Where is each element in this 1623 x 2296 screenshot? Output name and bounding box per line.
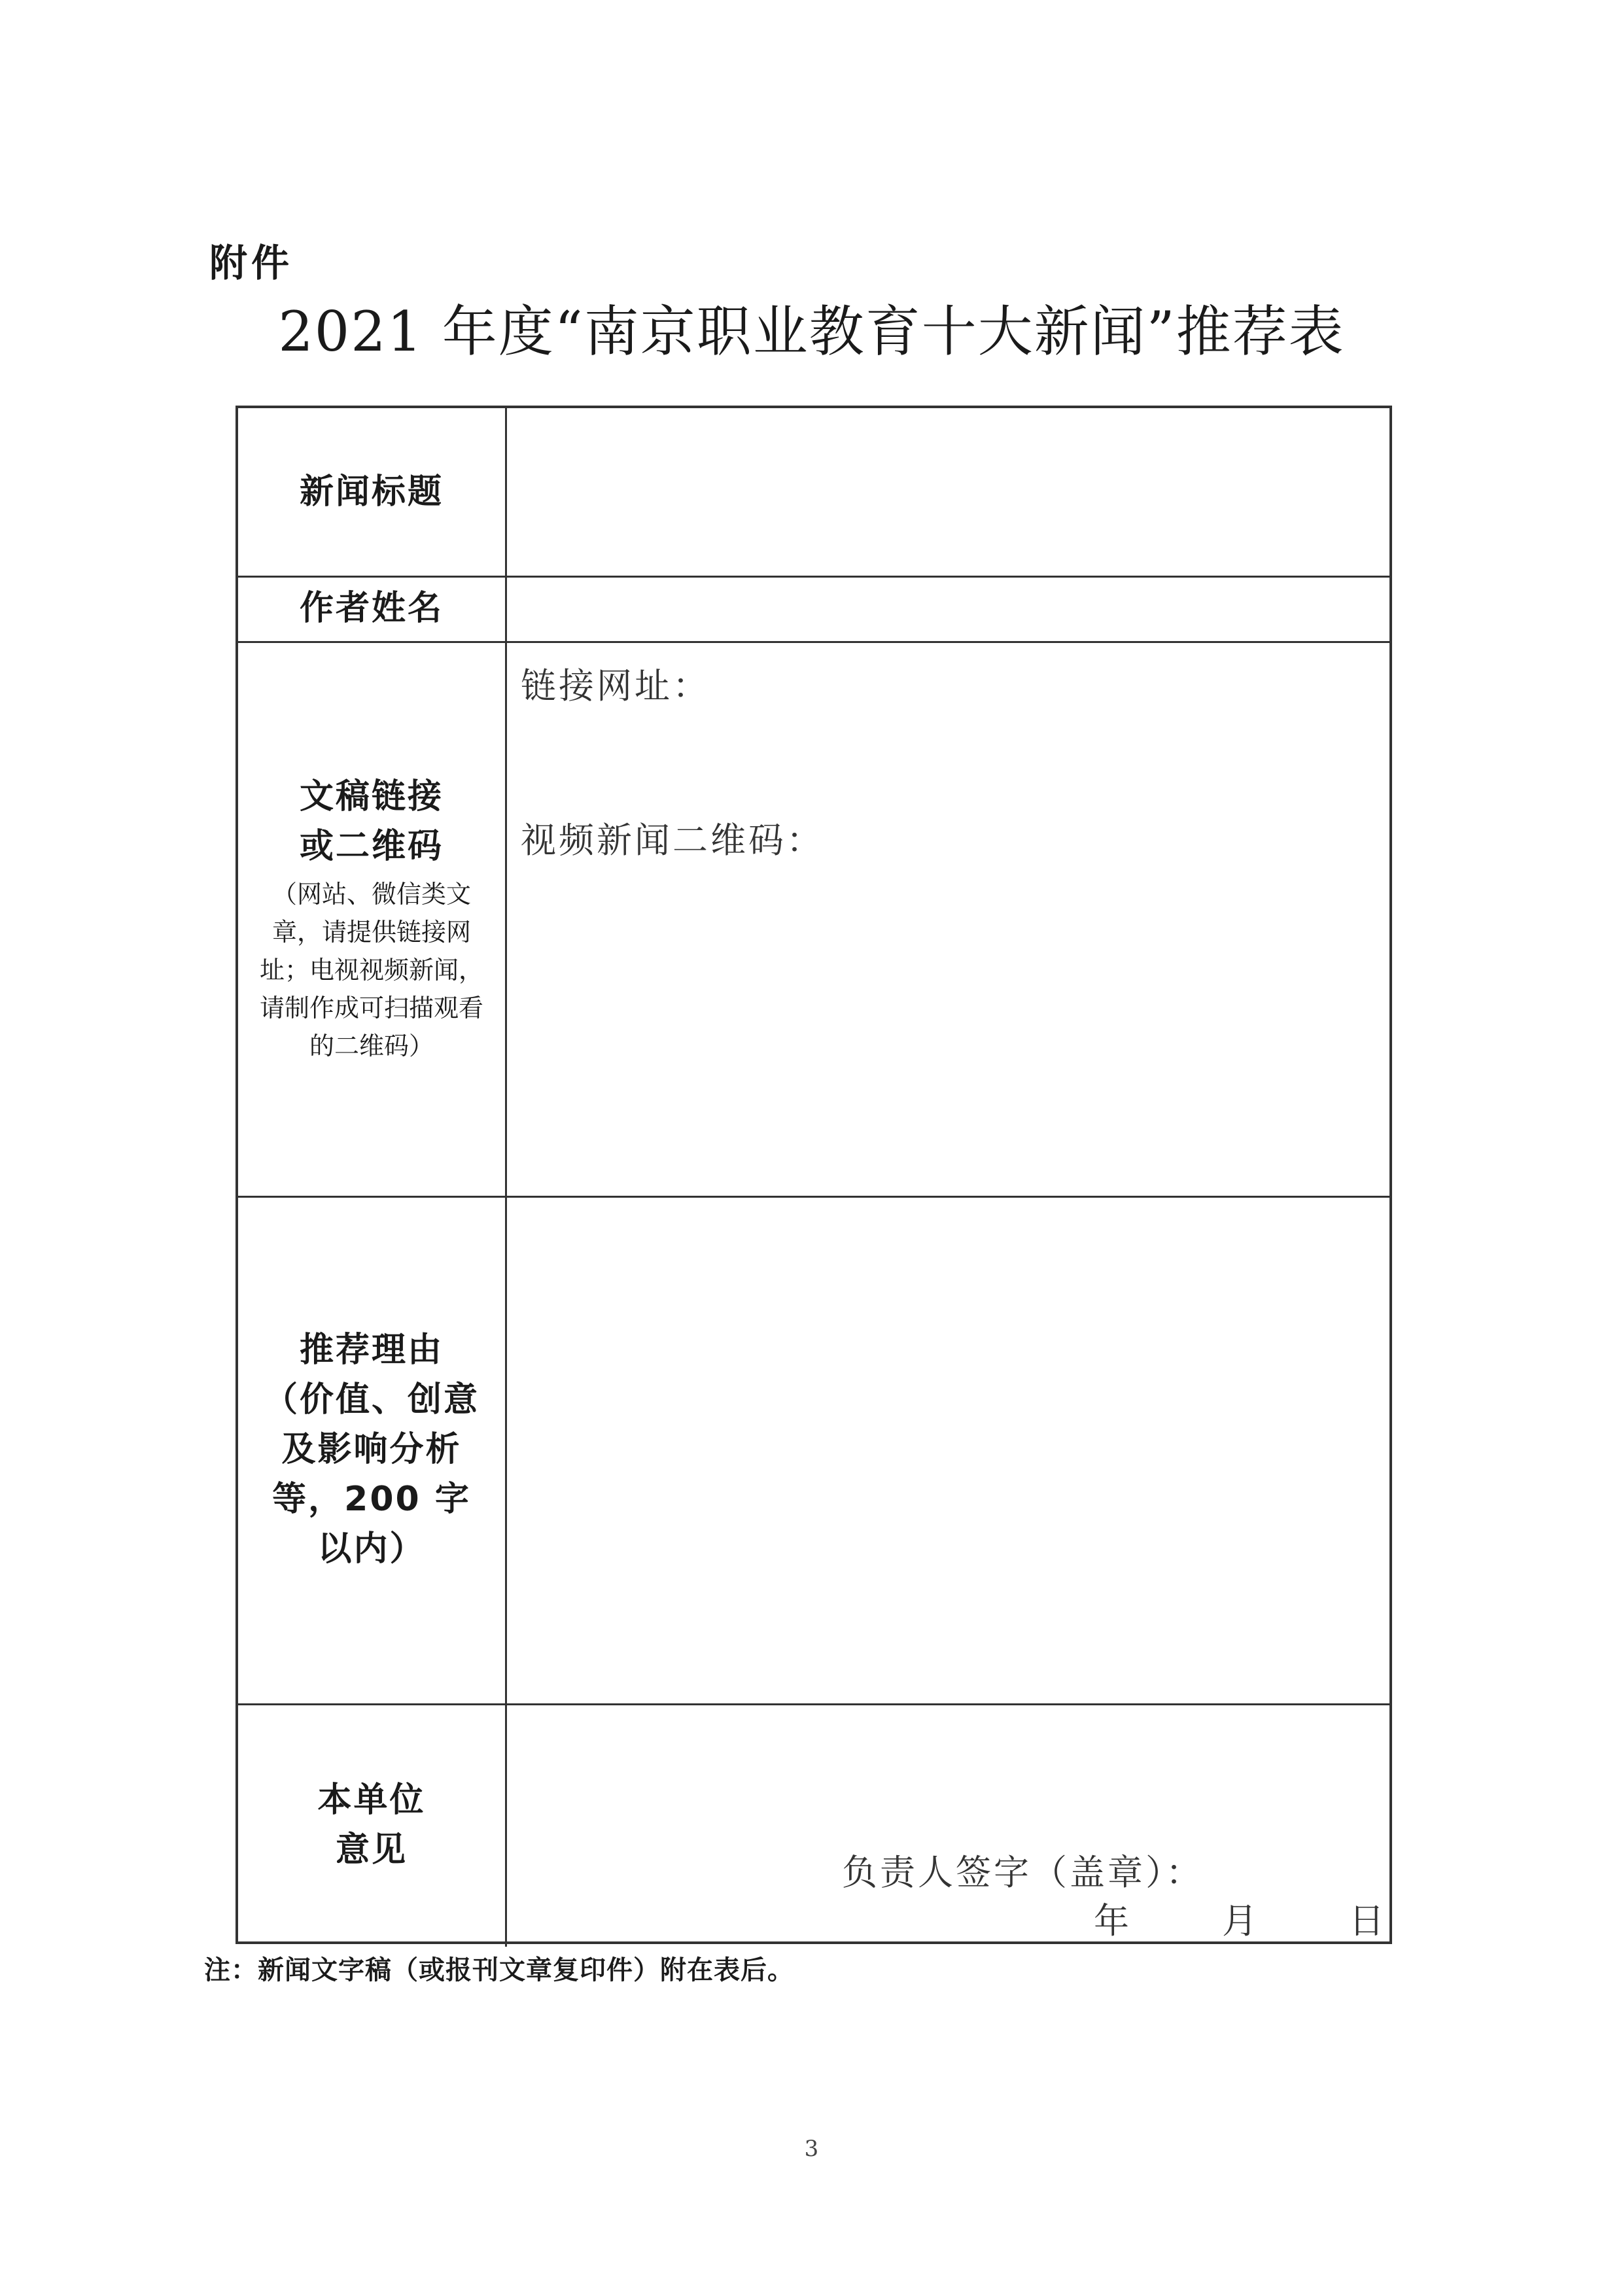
attachment-label: 附件 <box>209 241 294 285</box>
signature-prompt: 负责人签字（盖章）： <box>842 1852 1204 1893</box>
author-label-cell <box>238 576 507 641</box>
link-label-cell <box>238 641 507 1196</box>
author-field[interactable] <box>505 576 1389 641</box>
reason-label-cell <box>238 1196 507 1703</box>
author-label: 作者姓名 <box>299 589 444 628</box>
date-year-label: 年 <box>1094 1900 1129 1941</box>
link-url-prompt: 链接网址： <box>521 665 710 706</box>
reason-row <box>238 1196 1389 1705</box>
date-day-label: 日 <box>1349 1900 1384 1941</box>
link-row <box>238 641 1389 1198</box>
reason-field[interactable] <box>505 1196 1389 1703</box>
news-title-label: 新闻标题 <box>299 472 444 512</box>
reason-label: 推荐理由 （价值、创意及影响分析等，200 字以内） <box>263 1331 480 1569</box>
link-label: 文稿链接 或二维码 <box>299 777 444 866</box>
unit-opinion-label: 本单位 意见 <box>317 1781 426 1870</box>
unit-opinion-row <box>238 1703 1389 1947</box>
link-field[interactable] <box>505 641 1389 1196</box>
footnote: 注：新闻文字稿（或报刊文章复印件）附在表后。 <box>204 1955 794 1985</box>
page-title: 2021 年度“南京职业教育十大新闻”推荐表 <box>278 300 1345 364</box>
news-title-label-cell <box>238 408 507 576</box>
video-qr-prompt: 视频新闻二维码： <box>521 820 824 861</box>
recommendation-form <box>236 406 1392 1944</box>
news-title-row <box>238 408 1389 578</box>
link-note: （网站、微信类文章，请提供链接网址；电视视频新闻，请制作成可扫描观看的二维码） <box>259 880 483 1060</box>
page-number: 3 <box>804 2136 819 2162</box>
unit-opinion-label-cell <box>238 1703 507 1947</box>
unit-opinion-field[interactable] <box>505 1703 1389 1947</box>
date-month-label: 月 <box>1222 1900 1257 1941</box>
news-title-field[interactable] <box>505 408 1389 576</box>
author-row <box>238 576 1389 643</box>
